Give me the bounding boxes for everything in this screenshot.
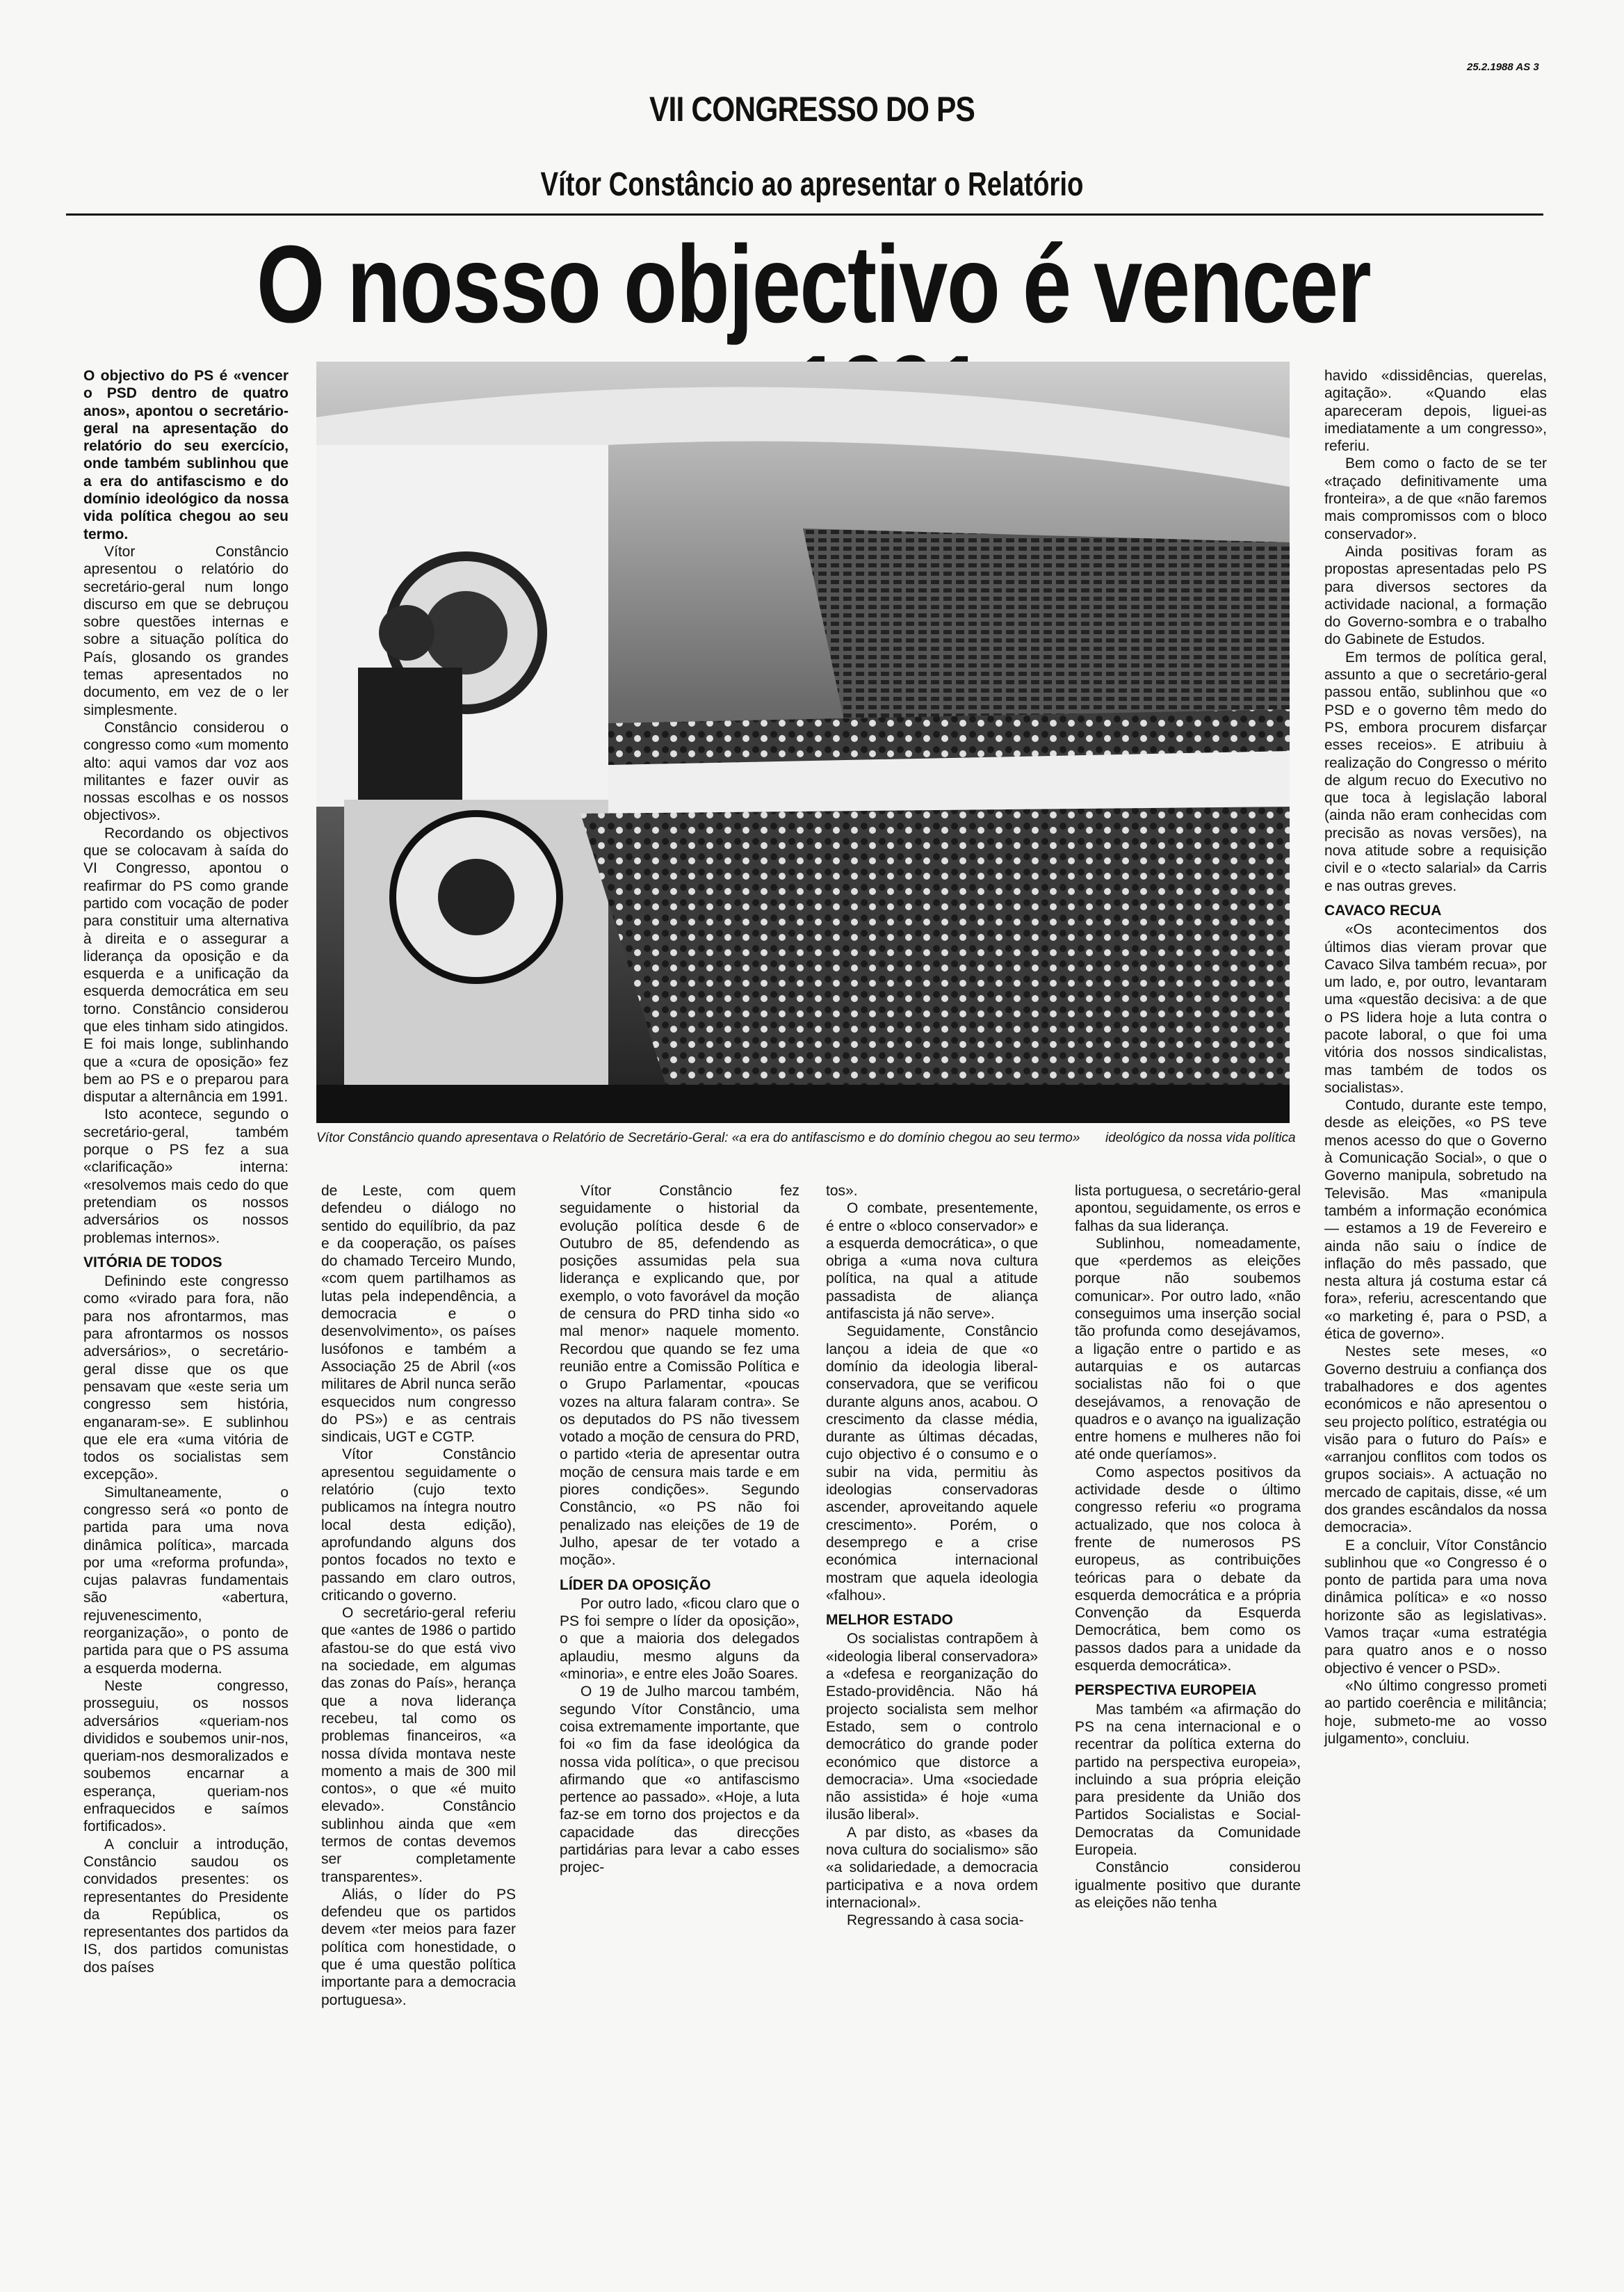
paragraph: Nestes sete meses, «o Governo destruiu a confiança dos trabalhadores e dos agentes económicos e não apresentou o seu projecto político, estratégia ou visão para o futuro do País» e «arranjou conflitos com todos os grupos sociais». A actuação no mercado de capitais, disse, «é um dos grandes escândalos da nossa democracia».: [1324, 1343, 1547, 1536]
paragraph: Definindo este congresso como «virado para fora, não para nos afrontarmos, mas para afrontarmos os nossos adversários», o secretário-geral disse que os que pensavam que «este seria um congresso sem história, enganaram-se». E sublinhou que ele era «uma vitória de todos os socialistas sem excepção».: [83, 1273, 289, 1483]
article-column-3: [560, 1182, 799, 1877]
section-heading: LÍDER DA OPOSIÇÃO: [560, 1576, 711, 1593]
paragraph: Neste congresso, prosseguiu, os nossos adversários «queriam-nos divididos e soubemos unir-nos, queriam-nos desmoralizados e soubemos encarnar a esperança, queriam-nos enfraquecidos e saímos fortificados».: [83, 1677, 289, 1835]
paragraph: Sublinhou, nomeadamente, que «perdemos as eleições porque não soubemos comunicar». Por outro lado, «não conseguimos uma inserção social tão profunda como desejávamos, a ligação entre o partido e as autarquias e os autarcas socialistas não foi o que desejávamos, a renovação de quadros e o avanço na igualização entre homens e mulheres não foi até onde queríamos».: [1075, 1235, 1301, 1463]
paragraph: Regressando à casa socia-: [847, 1912, 1024, 1929]
paragraph: Seguidamente, Constâncio lançou a ideia de que «o domínio da ideologia liberal-conservadora, que se verificou durante alguns anos, acabou. O crescimento da classe média, durante as últimas décadas, cujo objectivo é o consumo e o subir na vida, permitiu às ideologias conservadoras ascender, aproveitando aquele crescimento». Porém, o desemprego e a crise económica internacional mostram que aquela ideologia «falhou».: [826, 1323, 1038, 1604]
paragraph: Constâncio considerou o congresso como «um momento alto: aqui vamos dar voz aos militantes e fazer ouvir as nossas escolhas e os nossos objectivos».: [83, 719, 289, 824]
photo-caption: [316, 1130, 1296, 1146]
article-column-4: [826, 1182, 1038, 1929]
paragraph: Isto acontece, segundo o secretário-geral, também porque o PS fez a sua «clarificação» interna: «resolvemos mais cedo do que pretendiam os nossos adversários os nossos problemas internos».: [83, 1106, 289, 1246]
paragraph: Vítor Constâncio apresentou seguidamente o relatório (cujo texto publicamos na íntegra noutro local desta edição), aprofundando alguns dos pontos focados no texto e passando em claro outros, criticando o governo.: [321, 1446, 516, 1604]
photo-illustration: [316, 362, 1290, 1123]
paragraph: Em termos de política geral, assunto a que o secretário-geral passou então, sublinhou que «o PSD e o governo têm medo do PS, embora procurem disfarçar esses receios». E atribuiu à realização do Congresso o mérito de algum recuo do Executivo no que toca à legislação laboral (ainda não eram conhecidas com precisão as novas versões), na nova atitude sobre a requisição civil e o «tecto salarial» da Carris e nas outras greves.: [1324, 649, 1547, 894]
page-reference: 25.2.1988 AS 3: [1467, 61, 1539, 73]
paragraph: tos».: [826, 1183, 858, 1199]
paragraph: Contudo, durante este tempo, desde as eleições, «o PS teve menos acesso do que o Governo à Comunicação Social», o que o Governo manipula, sobretudo na Televisão. Mas «manipula também a informação económica — estamos a 19 de Fevereiro e ainda não saiu o índice de inflação do mês passado, que nesta altura já costuma estar cá fora», referiu, acrescentando que «o marketing é, para o PSD, a ética de governo».: [1324, 1097, 1547, 1343]
paragraph: O 19 de Julho marcou também, segundo Vítor Constâncio, uma coisa extremamente importante, que foi «o fim da fase ideológica da nossa vida política», o que precisou afirmando que «o antifascismo pertence ao passado». «Hoje, a luta faz-se em torno dos projectos e da capacidade das direcções partidárias para levar a cabo esses projec-: [560, 1684, 799, 1876]
paragraph: havido «dissidências, querelas, agitação». «Quando elas apareceram depois, liguei-as imediatamente a um congresso», referiu.: [1324, 368, 1547, 455]
congress-photo: [316, 362, 1290, 1123]
paragraph: Aliás, o líder do PS defendeu que os partidos devem «ter meios para fazer política com honestidade, o que é uma questão política importante para a democracia portuguesa».: [321, 1886, 516, 2008]
article-column-1: [83, 367, 289, 1976]
caption-left: Vítor Constâncio quando apresentava o Relatório de Secretário-Geral: «a era do antifascismo e do domínio chegou ao seu termo»: [316, 1131, 1080, 1145]
section-heading: MELHOR ESTADO: [826, 1612, 953, 1629]
paragraph: A par disto, as «bases da nova cultura do socialismo» são «a solidariedade, a democracia participativa e a nova ordem internacional».: [826, 1824, 1038, 1911]
lead-paragraph: O objectivo do PS é «vencer o PSD dentro de quatro anos», apontou o secretário-geral na apresentação do relatório do seu exercício, onde também sublinhou que a era do antifascismo e do domínio ideológico da nossa vida política chegou ao seu termo.: [83, 368, 289, 542]
paragraph: Vítor Constâncio apresentou o relatório do secretário-geral num longo discurso em que se debruçou sobre questões internas e sobre a situação política do País, glosando os grandes temas apresentados no documento, em vez de o ler simplesmente.: [83, 543, 289, 718]
paragraph: Bem como o facto de se ter «traçado definitivamente uma fronteira», a de que «não faremos mais compromissos com o bloco conservador».: [1324, 455, 1547, 542]
section-kicker: VII CONGRESSO DO PS: [649, 90, 975, 129]
paragraph: lista portuguesa, o secretário-geral apontou, seguidamente, os erros e falhas da sua liderança.: [1075, 1183, 1301, 1234]
paragraph: Simultaneamente, o congresso será «o ponto de partida para uma nova dinâmica política», marcada por uma «reforma profunda», cujas palavras fundamentais são «abertura, rejuvenescimento, reorganização», o ponto de partida para que o PS assuma a esquerda moderna.: [83, 1484, 289, 1677]
section-heading: VITÓRIA DE TODOS: [83, 1254, 222, 1270]
paragraph: Ainda positivas foram as propostas apresentadas pelo PS para diversos sectores da actividade nacional, a formação do Governo-sombra e o trabalho do Gabinete de Estudos.: [1324, 543, 1547, 648]
paragraph: Vítor Constâncio fez seguidamente o historial da evolução política desde 6 de Outubro de 85, defendendo as posições assumidas pela sua liderança e explicando que, por exemplo, o voto favorável da moção de censura do PRD tinha sido «o mal menor» naquele momento. Recordou que quando se fez uma reunião entre a Comissão Política e o Grupo Parlamentar, «poucas vozes na altura falaram contra». Se os deputados do PS não tivessem votado a moção de censura do PRD, o partido «teria de apresentar outra moção de censura mais tarde e em piores condições». Segundo Constâncio, «o PS não foi penalizado nas eleições de 19 de Julho, apesar de ter votado a moção».: [560, 1183, 799, 1569]
article-column-2: [321, 1182, 516, 2009]
paragraph: «Os acontecimentos dos últimos dias vieram provar que Cavaco Silva também recua», por um lado, e, por outro, levantaram uma «questão decisiva: a de que o PS lidera hoje a luta contra o pacote laboral, o que foi uma vitória dos nossos sindicalistas, mas também de todos os socialistas».: [1324, 921, 1547, 1096]
paragraph: E a concluir, Vítor Constâncio sublinhou que «o Congresso é o ponto de partida para uma nova dinâmica política» e «o nosso horizonte são as legislativas». Vamos traçar «uma estratégia para quatro anos e o nosso objectivo é vencer o PSD».: [1324, 1537, 1547, 1677]
paragraph: Como aspectos positivos da actividade desde o último congresso referiu «o programa actualizado, que nos coloca à frente de numerosos PS europeus, as contribuições teóricas para o debate da esquerda democrática e a própria Convenção da Esquerda Democrática, bem como os passos dados para a unidade da esquerda democrática».: [1075, 1464, 1301, 1674]
paragraph: Por outro lado, «ficou claro que o PS foi sempre o líder da oposição», o que a maioria dos delegados aplaudiu, mesmo alguns da «minoria», e entre eles João Soares.: [560, 1595, 799, 1683]
header-rule: [66, 213, 1543, 216]
paragraph: Recordando os objectivos que se colocavam à saída do VI Congresso, apontou o reafirmar do PS como grande partido com vocação de poder para constituir uma alternativa à direita e o assegurar a liderança da oposição e da esquerda e a unificação da esquerda democrática em seu torno. Constâncio considerou que eles tinham sido atingidos. E foi mais longe, sublinhando que a «cura de oposição» fez bem ao PS e o preparou para disputar a alternância em 1991.: [83, 825, 289, 1106]
section-heading: CAVACO RECUA: [1324, 902, 1442, 919]
headline: O nosso objectivo é vencer: [256, 223, 1371, 346]
paragraph: A concluir a introdução, Constâncio saudou os convidados presentes: os representantes do Presidente da República, os representantes dos partidos da IS, dos partidos comunistas dos países: [83, 1836, 289, 1976]
paragraph: de Leste, com quem defendeu o diálogo no sentido do equilíbrio, da paz e da cooperação, os países do chamado Terceiro Mundo, «com quem partilhamos as lutas pela independência, a democracia e o desenvolvimento», os países lusófonos e também a Associação 25 de Abril («os militares de Abril nunca serão esquecidos num congresso do PS») e as centrais sindicais, UGT e CGTP.: [321, 1183, 516, 1446]
section-heading: PERSPECTIVA EUROPEIA: [1075, 1682, 1257, 1699]
paragraph: «No último congresso prometi ao partido coerência e militância; hoje, submeto-me ao vosso julgamento», concluiu.: [1324, 1677, 1547, 1747]
paragraph: Os socialistas contrapõem à «ideologia liberal conservadora» a «defesa e reorganização do Estado-providência. Não há projecto socialista sem melhor Estado, sem o controlo democrático do grande poder económico que distorce a democracia». Uma «sociedade não assistida» é hoje «uma ilusão liberal».: [826, 1631, 1038, 1823]
paragraph: Mas também «a afirmação do PS na cena internacional e o recentrar da política externa do partido na perspectiva europeia», incluindo a sua própria eleição para presidente da União dos Partidos Socialistas e Social-Democratas da Comunidade Europeia.: [1075, 1701, 1301, 1858]
paragraph: O secretário-geral referiu que «antes de 1986 o partido afastou-se do que está vivo na sociedade, em algumas das zonas do País», herança que a nova liderança recebeu, tal como os problemas financeiros, «a nossa dívida montava neste momento a mais de 300 mil contos», o que «é muito elevado». Constâncio sublinhou ainda que «em termos de contas devemos ser completamente transparentes».: [321, 1605, 516, 1885]
caption-right: ideológico da nossa vida política: [1105, 1131, 1296, 1145]
article-column-6: [1324, 367, 1547, 1748]
article-column-5: [1075, 1182, 1301, 1912]
paragraph: O combate, presentemente, é entre o «bloco conservador» e a esquerda democrática», o que obriga a «uma nova cultura política, na qual a atitude passadista de aliança antifascista já não serve».: [826, 1200, 1038, 1323]
paragraph: Constâncio considerou igualmente positivo que durante as eleições não tenha: [1075, 1859, 1301, 1911]
subheadline: Vítor Constâncio ao apresentar o Relatório: [540, 166, 1084, 203]
